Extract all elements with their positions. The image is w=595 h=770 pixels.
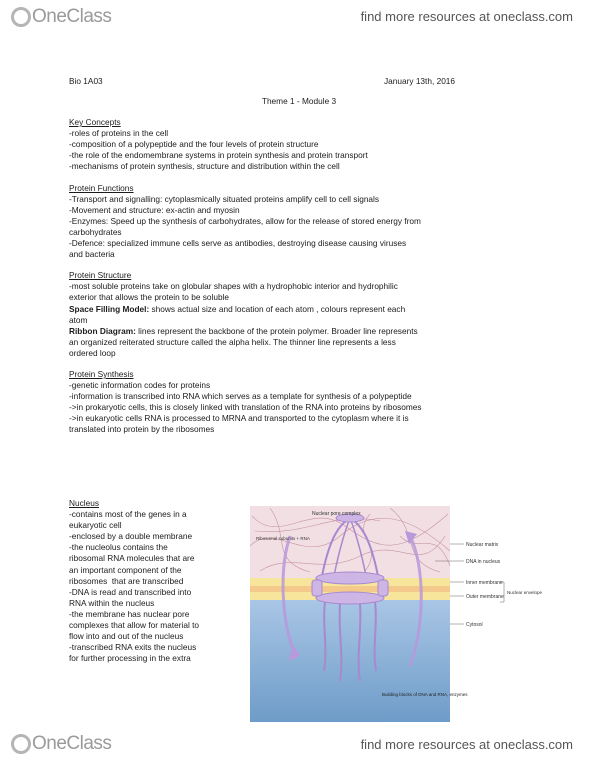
logo-text: OneClass	[32, 6, 112, 27]
space-filling-text: shows actual size and location of each atom , colours represent each	[149, 303, 406, 314]
text-line: -transcribed RNA exits the nucleus	[69, 642, 197, 653]
label-pore-complex: Nuclear pore complex	[312, 511, 361, 517]
text-line: -genetic information codes for proteins	[69, 380, 211, 391]
text-line: -Enzymes: Speed up the synthesis of carbohydrates, allow for the release of stored energy from	[69, 215, 421, 226]
text-line: an organized reiterated structure called the alpha helix. The thinner line represents a less	[69, 336, 396, 347]
text-line: -information is transcribed into RNA which serves as a template for synthesis of a polypeptide	[69, 391, 412, 402]
text-line: ordered loop	[69, 347, 116, 358]
label-ribosomal: Ribosomal subunits + RNA	[256, 536, 310, 541]
section-heading: Key Concepts	[69, 117, 121, 128]
logo-ring-icon	[11, 7, 31, 27]
label-building-blocks: Building blocks of DNA and RNA, enzymes	[382, 692, 468, 697]
find-resources-link[interactable]: find more resources at oneclass.com	[360, 737, 573, 752]
section-heading: Protein Functions	[69, 182, 134, 193]
ribbon-diagram-label: Ribbon Diagram:	[69, 325, 136, 336]
logo-text: OneClass	[32, 733, 112, 754]
text-line: complexes that allow for material to	[69, 620, 200, 631]
find-resources-link[interactable]: find more resources at oneclass.com	[360, 9, 573, 24]
text-line: exterior that allows the protein to be soluble	[69, 292, 230, 303]
text-line: -composition of a polypeptide and the four levels of protein structure	[69, 139, 319, 150]
oneclass-logo[interactable]	[11, 6, 111, 28]
document-date: January 13th, 2016	[384, 76, 456, 86]
text-line: -the role of the endomembrane systems in protein synthesis and protein transport	[69, 150, 368, 161]
text-line: -DNA is read and transcribed into	[69, 586, 192, 597]
text-line: RNA within the nucleus	[69, 597, 155, 608]
section-heading: Protein Synthesis	[69, 368, 134, 379]
text-line: -the membrane has nuclear pore	[69, 608, 190, 619]
label-dna-nucleus: DNA in nucleus	[466, 559, 501, 565]
document-body	[69, 76, 529, 436]
label-inner-membrane: Inner membrane	[466, 580, 503, 586]
text-line: and bacteria	[69, 249, 115, 260]
text-line: -the nucleolus contains the	[69, 542, 168, 553]
text-line: eukaryotic cell	[69, 520, 122, 531]
text-line: -contains most of the genes in a	[69, 509, 187, 520]
key-concepts-section	[69, 117, 529, 172]
label-outer-membrane: Outer membrane	[466, 594, 504, 600]
page-footer	[0, 733, 595, 770]
text-line: -enclosed by a double membrane	[69, 531, 193, 542]
protein-synthesis-section	[69, 369, 529, 436]
section-heading: Protein Structure	[69, 270, 132, 281]
label-cytosol: Cytosol	[466, 622, 483, 628]
text-line: ->in eukaryotic cells RNA is processed to MRNA and transported to the cytoplasm where it is	[69, 413, 409, 424]
text-line: -mechanisms of protein synthesis, structure and distribution within the cell	[69, 161, 340, 172]
text-line: ->in prokaryotic cells, this is closely linked with translation of the RNA into proteins by ribosomes	[69, 402, 422, 413]
section-heading: Nucleus	[69, 498, 99, 508]
protein-functions-section	[69, 183, 529, 261]
course-code: Bio 1A03	[69, 76, 103, 86]
text-line: translated into protein by the ribosomes	[69, 424, 215, 435]
text-line: an important component of the	[69, 564, 182, 575]
document-title: Theme 1 - Module 3	[261, 96, 337, 106]
oneclass-logo[interactable]	[11, 733, 111, 755]
ribbon-diagram-text: lines represent the backbone of the protein polymer. Broader line represents	[135, 325, 418, 336]
text-line: -Defence: specialized immune cells serve as antibodies, destroying disease causing viruses	[69, 238, 407, 249]
logo-ring-icon	[11, 734, 31, 754]
text-line: ribosomes that are transcribed	[69, 575, 184, 586]
text-line	[69, 304, 529, 315]
text-line: atom	[69, 314, 88, 325]
label-nuclear-matrix: Nuclear matrix	[466, 542, 499, 548]
text-line	[69, 326, 529, 337]
text-line: -Transport and signalling: cytoplasmically situated proteins amplify cell to cell signals	[69, 193, 380, 204]
text-line: -Movement and structure: ex-actin and myosin	[69, 204, 240, 215]
nuclear-pore-illustration	[250, 506, 543, 728]
page-header	[0, 0, 595, 36]
protein-structure-section	[69, 270, 529, 359]
text-line: carbohydrates	[69, 226, 122, 237]
nuclear-pore-figure	[250, 506, 543, 728]
space-filling-label: Space Filling Model:	[69, 303, 150, 314]
text-line: -roles of proteins in the cell	[69, 128, 169, 139]
text-line: flow into and out of the nucleus	[69, 631, 184, 642]
text-line: for further processing in the extra	[69, 653, 191, 664]
text-line: ribosomal RNA molecules that are	[69, 553, 195, 564]
label-nuclear-envelope: Nuclear envelope	[507, 590, 543, 595]
nucleus-section	[69, 498, 244, 664]
text-line: -most soluble proteins take on globular shapes with a hydrophobic interior and hydrophilic	[69, 281, 398, 292]
